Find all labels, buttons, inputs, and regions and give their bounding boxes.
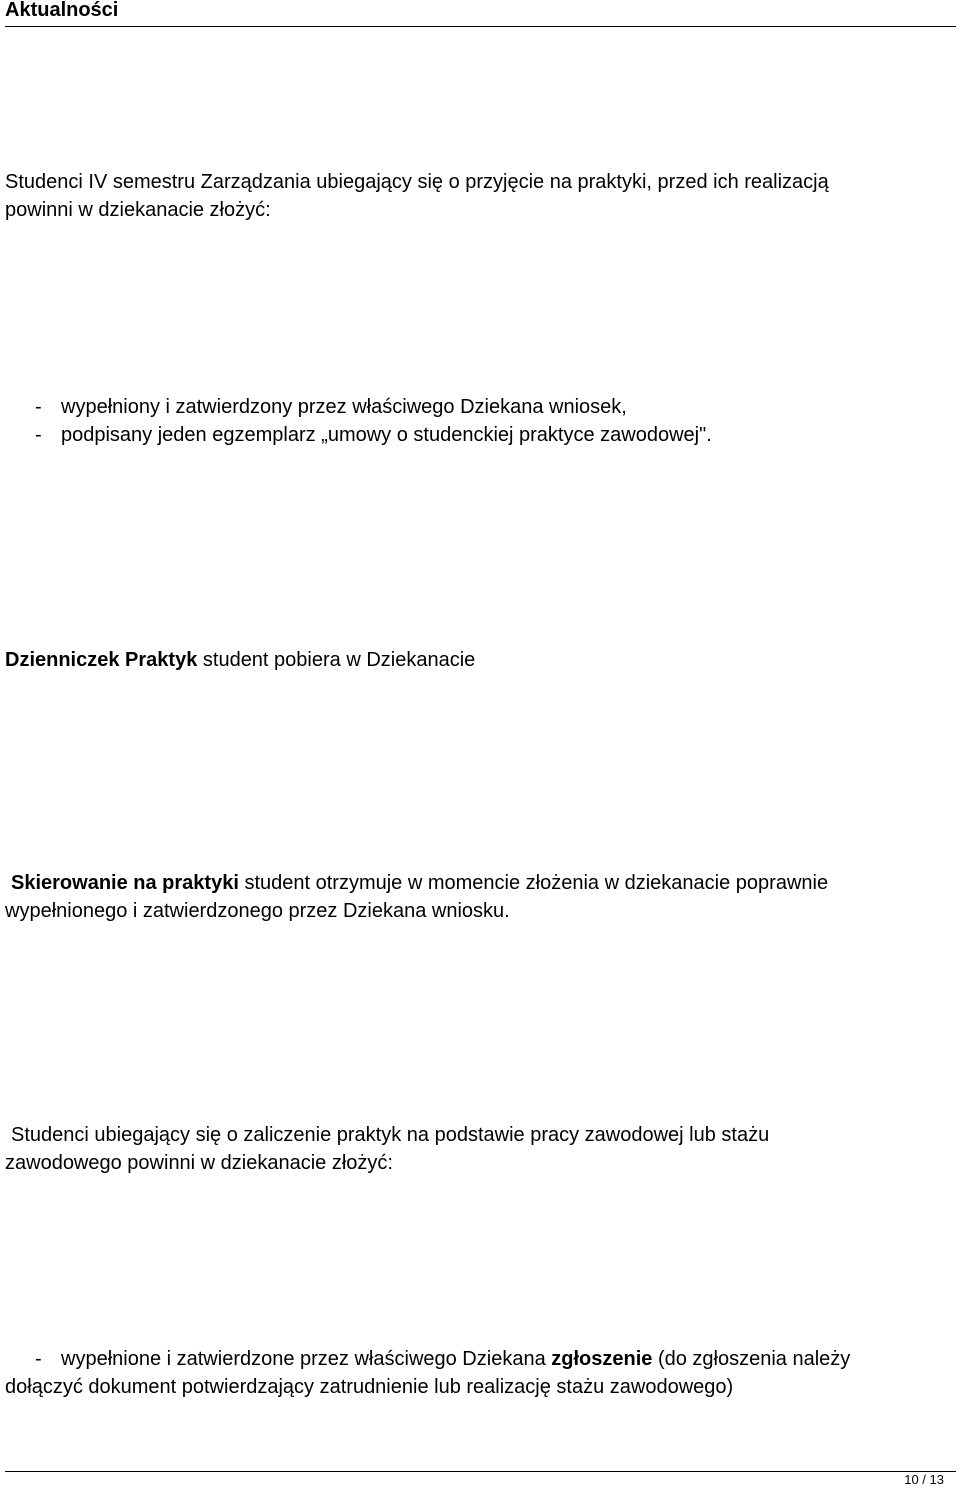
zaliczenie-line-2: zawodowego powinni w dziekanacie złożyć: [5,1152,393,1174]
skierowanie-text: student otrzymuje w momencie złożenia w dziekanacie poprawnie [238,872,829,894]
page-number: 10 / 13 [904,1472,944,1487]
skierowanie-bold: Skierowanie na praktyki [11,872,239,894]
dziennik-bold: Dzienniczek Praktyk [5,649,198,671]
dziennik-text: student pobiera w Dziekanacie [197,649,476,671]
list-item-bold: zgłoszenie [551,1348,653,1370]
intro-paragraph [5,168,950,224]
dziennik-line [5,646,950,674]
list-dash: - [35,424,42,446]
list-dash: - [35,1348,42,1370]
list-item-text-post: (do zgłoszenia należy [652,1348,851,1370]
page-title: Aktualności [5,0,119,21]
zaliczenie-line-1: Studenci ubiegający się o zaliczenie praktyk na podstawie pracy zawodowej lub stażu [11,1124,770,1146]
header-divider [5,26,956,27]
list-item-text-pre: wypełnione i zatwierdzone przez właściwego Dziekana [61,1348,552,1370]
intro-line-1: Studenci IV semestru Zarządzania ubiegający się o przyjęcie na praktyki, przed ich realizacją [5,171,829,193]
list-item [5,421,950,449]
list-item [5,393,950,421]
list-item-text: wypełniony i zatwierdzony przez właściwego Dziekana wniosek, [61,396,627,418]
list-dash: - [35,396,42,418]
footer-divider [5,1471,956,1472]
dziennik-paragraph [5,646,950,674]
skierowanie-line-1 [5,869,950,897]
intro-line-2: powinni w dziekanacie złożyć: [5,199,271,221]
skierowanie-paragraph [5,869,950,925]
list-item-text: podpisany jeden egzemplarz „umowy o studenckiej praktyce zawodowej". [61,424,712,446]
zaliczenie-list [5,1345,950,1401]
skierowanie-line-2: wypełnionego i zatwierdzonego przez Dziekana wniosku. [5,900,510,922]
requirements-list [5,393,950,449]
list-item-continuation: dołączyć dokument potwierdzający zatrudnienie lub realizację stażu zawodowego) [5,1376,734,1398]
list-item [5,1345,950,1373]
zaliczenie-paragraph [5,1121,950,1177]
